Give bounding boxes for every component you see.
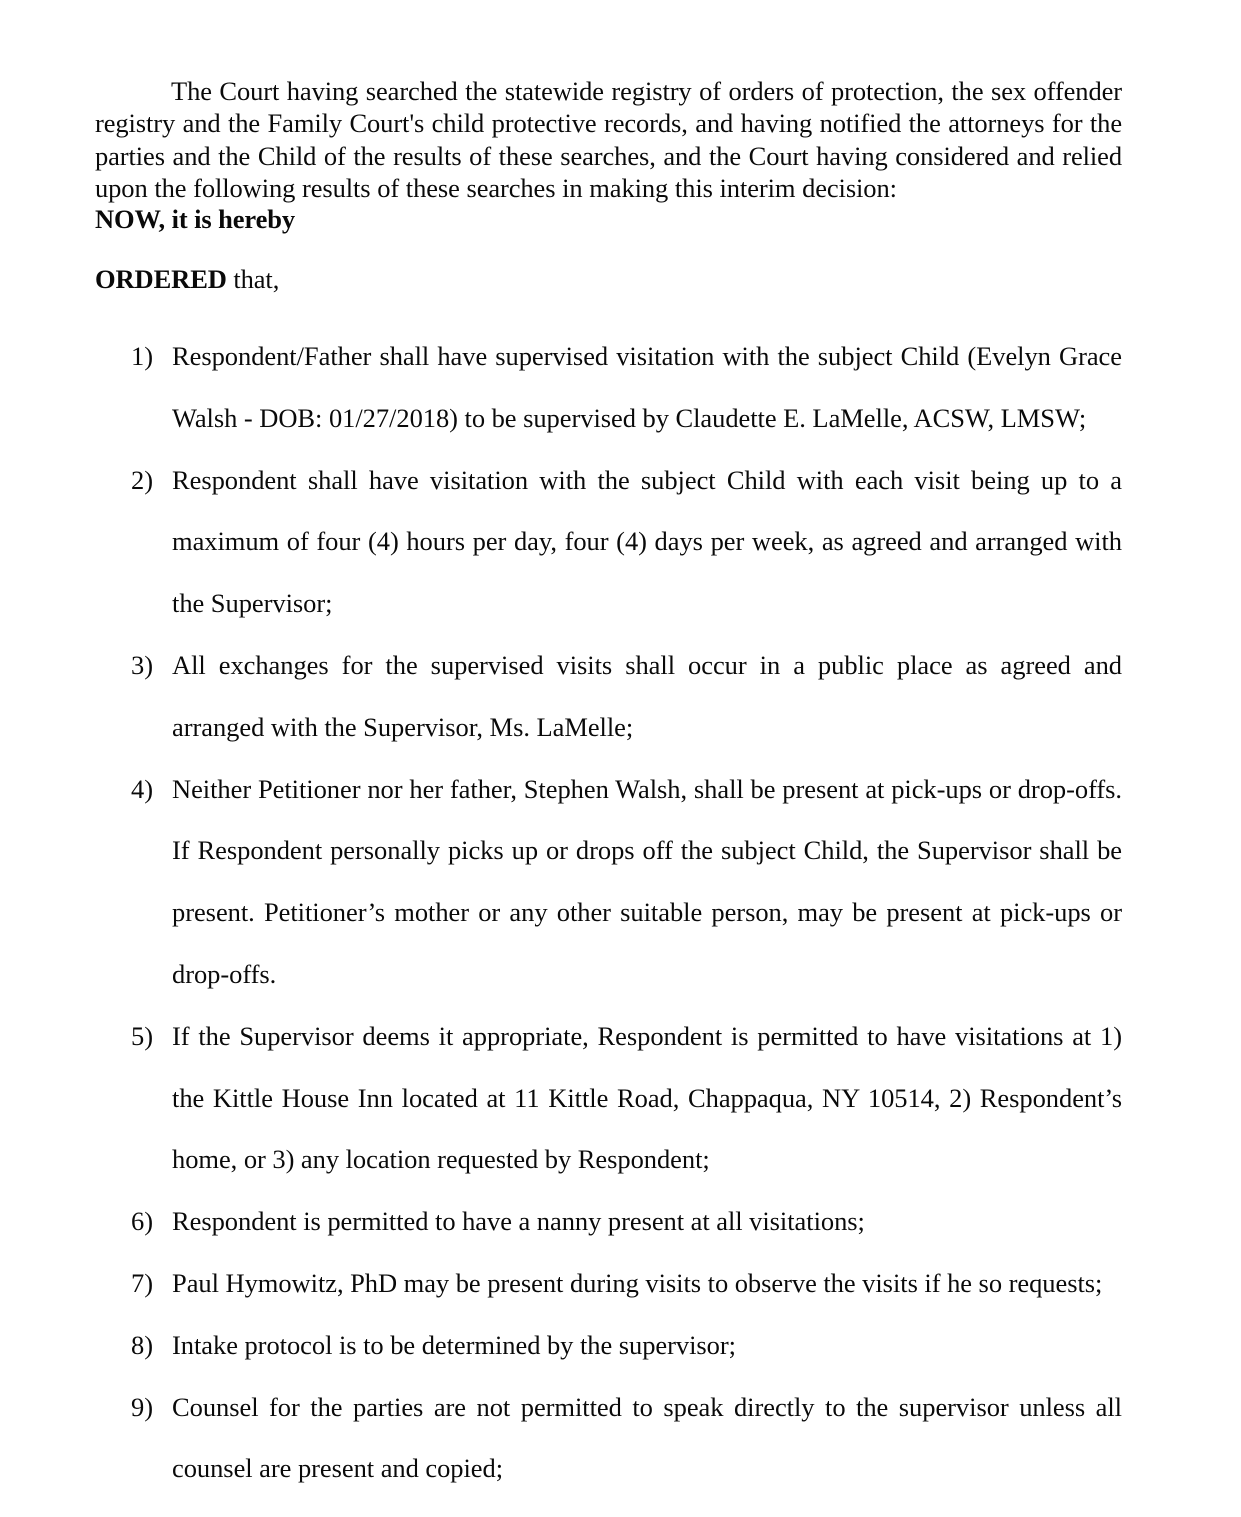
order-item-number: 3) (131, 649, 154, 680)
order-item-number: 8) (131, 1329, 154, 1360)
order-item-1 (0, 326, 1241, 450)
order-item-6 (0, 1191, 1241, 1253)
ordered-heading (95, 263, 279, 295)
ordered-heading-bold: ORDERED (95, 264, 227, 294)
order-item-3 (0, 635, 1241, 759)
recital-paragraph: The Court having searched the statewide registry of orders of protection, the sex offender registry and the Family Court's child protective records, and having notified the attorneys for the parties and the Child of the results of these searches, and the Court having considered and relied upon the following results of these searches in making this interim decision: (95, 75, 1122, 203)
order-item-text: Respondent is permitted to have a nanny present at all visitations; (172, 1206, 865, 1237)
ordered-heading-rest: that, (226, 264, 280, 294)
now-heading (95, 203, 295, 235)
order-item-text: Counsel for the parties are not permitted to speak directly to the supervisor unless all counsel are present and copied; (172, 1391, 1122, 1484)
order-item-text: All exchanges for the supervised visits shall occur in a public place as agreed and arranged with the Supervisor, Ms. LaMelle; (172, 649, 1122, 742)
order-item-number: 6) (131, 1206, 154, 1237)
order-item-4 (0, 759, 1241, 1006)
order-item-text: Neither Petitioner nor her father, Stephen Walsh, shall be present at pick-ups or drop-offs. If Respondent personally picks up or drops off the subject Child, the Supervisor shall be present. Petitioner’s mother or any other suitable person, may be present at pick-ups or drop-offs. (172, 773, 1122, 989)
order-item-text: Intake protocol is to be determined by the supervisor; (172, 1329, 736, 1360)
order-item-text: Paul Hymowitz, PhD may be present during visits to observe the visits if he so requests; (172, 1267, 1103, 1298)
order-item-number: 2) (131, 464, 154, 495)
order-item-text: Respondent shall have visitation with the subject Child with each visit being up to a maximum of four (4) hours per day, four (4) days per week, as agreed and arranged with the Supervisor; (172, 464, 1122, 619)
order-item-2 (0, 450, 1241, 635)
now-heading-text: NOW, it is hereby (95, 204, 296, 234)
order-item-number: 1) (131, 341, 154, 371)
order-item-number: 5) (131, 1020, 154, 1051)
order-item-9 (0, 1377, 1241, 1501)
order-item-number: 9) (131, 1391, 154, 1422)
order-item-number: 4) (131, 773, 154, 804)
order-item-text: Respondent/Father shall have supervised visitation with the subject Child (Evelyn Grace Walsh - DOB: 01/27/2018) to be supervised by Claudette E. LaMelle, ACSW, LMSW; (172, 341, 1122, 433)
order-item-text: If the Supervisor deems it appropriate, Respondent is permitted to have visitations at 1) the Kittle House Inn located at 11 Kittle Road, Chappaqua, NY 10514, 2) Respondent’s home, or 3) any location requested by Respondent; (172, 1020, 1122, 1175)
order-item-number: 7) (131, 1267, 154, 1298)
ordered-decree-list (0, 326, 1241, 1500)
order-item-5 (0, 1006, 1241, 1191)
order-item-7 (0, 1253, 1241, 1315)
order-item-8 (0, 1315, 1241, 1377)
